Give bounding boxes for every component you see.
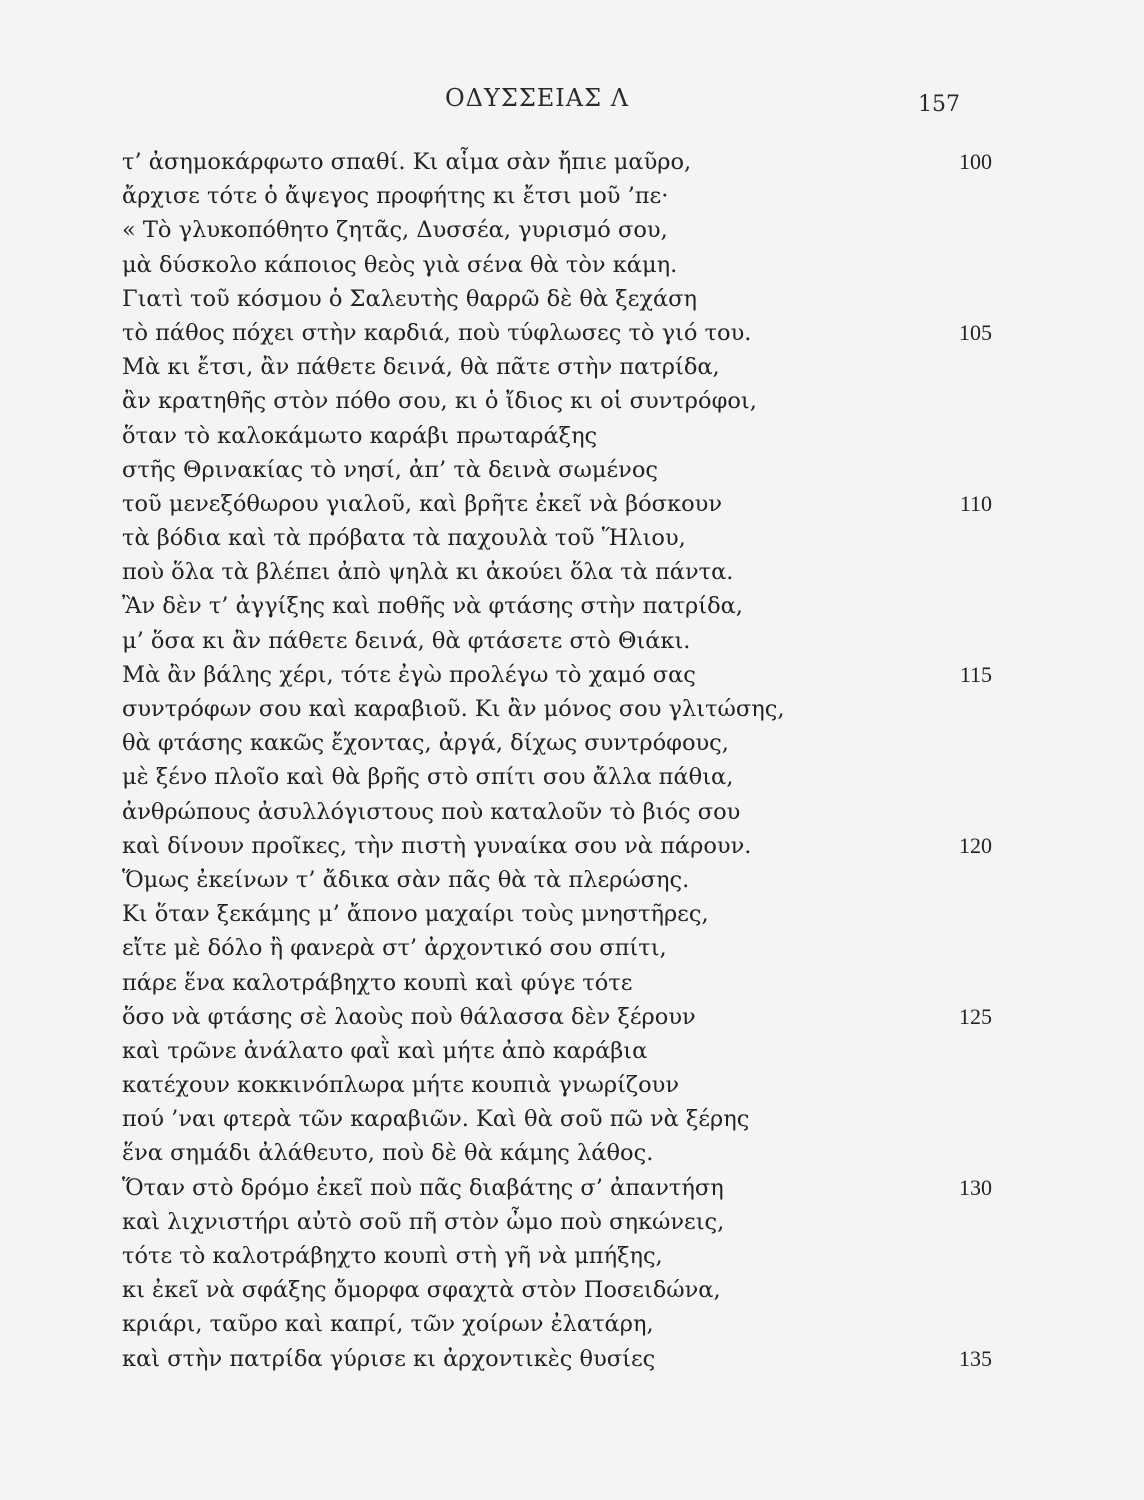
verse-line (122, 555, 992, 589)
verse-text: « Τὸ γλυκοπόθητο ζητᾶς, Δυσσέα, γυρισμό σου, (122, 217, 668, 244)
verse-line (122, 624, 992, 658)
verse-text: συντρόφων σου καὶ καραβιοῦ. Κι ἂν μόνος σου γλιτώσης, (122, 696, 785, 722)
verse-line (122, 966, 992, 1000)
verse-line (122, 1342, 992, 1376)
verse-text: καὶ λιχνιστήρι αὐτὸ σοῦ πῆ στὸν ὦμο ποὺ σηκώνεις, (122, 1208, 725, 1235)
verse-text: ἕνα σημάδι ἀλάθευτο, ποὺ δὲ θὰ κάμης λάθος. (122, 1140, 654, 1167)
verse-text: καὶ δίνουν προῖκες, τὴν πιστὴ γυναίκα σου νὰ πάρουν. (122, 832, 752, 859)
verse-line (122, 692, 992, 726)
verse-line (122, 1307, 992, 1341)
verse-line (122, 1171, 992, 1205)
verse-text: ἄρχισε τότε ὁ ἄψεγος προφήτης κι ἔτσι μοῦ ’πε· (122, 183, 669, 210)
verse-text: κατέχουν κοκκινόπλωρα μήτε κουπιὰ γνωρίζουν (122, 1072, 680, 1099)
line-number: 120 (959, 832, 992, 858)
verse-line (122, 384, 992, 418)
verse-line (122, 213, 992, 247)
verse-line (122, 453, 992, 487)
verse-text: τὰ βόδια καὶ τὰ πρόβατα τὰ παχουλὰ τοῦ Ἥλιου, (122, 525, 686, 552)
verse-line (122, 1034, 992, 1068)
verse-text: Κι ὅταν ξεκάμης μ’ ἄπονο μαχαίρι τοὺς μνηστῆρες, (122, 901, 709, 928)
verse-text: θὰ φτάσης κακῶς ἔχοντας, ἀργά, δίχως συντρόφους, (122, 730, 729, 757)
verse-line (122, 829, 992, 863)
verse-text: Ὅμως ἐκείνων τ’ ἄδικα σὰν πᾶς θὰ τὰ πλερώσης. (122, 866, 690, 893)
verse-text: ὅσο νὰ φτάσης σὲ λαοὺς ποὺ θάλασσα δὲν ξέρουν (122, 1003, 696, 1030)
verse-block (122, 145, 992, 1376)
verse-text: μὰ δύσκολο κάποιος θεὸς γιὰ σένα θὰ τὸν κάμη. (122, 251, 678, 278)
verse-text: Γιατὶ τοῦ κόσμου ὁ Σαλευτὴς θαρρῶ δὲ θὰ ξεχάση (122, 285, 697, 312)
verse-text: ἀνθρώπους ἀσυλλόγιστους ποὺ καταλοῦν τὸ βιός σου (122, 798, 741, 825)
verse-line (122, 521, 992, 555)
verse-line (122, 931, 992, 965)
line-number: 125 (959, 1003, 992, 1029)
verse-text: στῆς Θρινακίας τὸ νησί, ἀπ’ τὰ δεινὰ σωμένος (122, 456, 658, 483)
verse-line (122, 419, 992, 453)
verse-text: τότε τὸ καλοτράβηχτο κουπὶ στὴ γῆ νὰ μπήξης, (122, 1243, 663, 1269)
verse-text: κριάρι, ταῦρο καὶ καπρί, τῶν χοίρων ἐλατάρη, (122, 1311, 654, 1338)
verse-text: Μὰ κι ἔτσι, ἂν πάθετε δεινά, θὰ πᾶτε στὴν πατρίδα, (122, 354, 720, 381)
verse-line (122, 1102, 992, 1136)
verse-text: τ’ ἀσημοκάρφωτο σπαθί. Κι αἷμα σὰν ἤπιε μαῦρο, (122, 149, 692, 175)
verse-line (122, 658, 992, 692)
verse-line (122, 282, 992, 316)
verse-text: Ὅταν στὸ δρόμο ἐκεῖ ποὺ πᾶς διαβάτης σ’ ἀπαντήση (122, 1174, 724, 1201)
verse-line (122, 1239, 992, 1273)
verse-line (122, 795, 992, 829)
verse-line (122, 1000, 992, 1034)
line-number: 130 (959, 1174, 992, 1200)
verse-text: μὲ ξένο πλοῖο καὶ θὰ βρῆς στὸ σπίτι σου ἄλλα πάθια, (122, 764, 734, 791)
line-number: 105 (959, 319, 992, 345)
verse-text: ποὺ ὅλα τὰ βλέπει ἀπὸ ψηλὰ κι ἀκούει ὅλα τὰ πάντα. (122, 559, 734, 586)
verse-line (122, 1068, 992, 1102)
verse-text: κι ἐκεῖ νὰ σφάξης ὄμορφα σφαχτὰ στὸν Ποσειδώνα, (122, 1277, 721, 1304)
verse-line (122, 1136, 992, 1170)
verse-line (122, 1205, 992, 1239)
verse-text: Ἂν δὲν τ’ ἀγγίξης καὶ ποθῆς νὰ φτάσης στὴν πατρίδα, (122, 593, 743, 620)
verse-line (122, 487, 992, 521)
verse-line (122, 897, 992, 931)
running-header (0, 84, 1144, 120)
verse-text: πού ’ναι φτερὰ τῶν καραβιῶν. Καὶ θὰ σοῦ πῶ νὰ ξέρης (122, 1106, 750, 1133)
verse-text: τὸ πάθος πόχει στὴν καρδιά, ποὺ τύφλωσες τὸ γιό του. (122, 319, 752, 346)
verse-line (122, 1273, 992, 1307)
verse-line (122, 145, 992, 179)
verse-line (122, 316, 992, 350)
verse-text: Μὰ ἂν βάλης χέρι, τότε ἐγὼ προλέγω τὸ χαμό σας (122, 661, 696, 688)
verse-text: καὶ στὴν πατρίδα γύρισε κι ἀρχοντικὲς θυσίες (122, 1345, 656, 1372)
line-number: 100 (959, 149, 992, 174)
page-number: 157 (918, 92, 960, 117)
verse-text: ὅταν τὸ καλοκάμωτο καράβι πρωταράξης (122, 422, 598, 449)
verse-line (122, 350, 992, 384)
line-number: 135 (959, 1345, 992, 1371)
verse-line (122, 589, 992, 623)
verse-text: καὶ τρῶνε ἀνάλατο φαῒ καὶ μήτε ἀπὸ καράβια (122, 1037, 648, 1064)
verse-line (122, 179, 992, 213)
running-title: ΟΔΥΣΣΕΙΑΣ Λ (445, 84, 630, 112)
verse-line (122, 863, 992, 897)
verse-text: ἂν κρατηθῆς στὸν πόθο σου, κι ὁ ἴδιος κι οἱ συντρόφοι, (122, 388, 757, 415)
verse-text: τοῦ μενεξόθωρου γιαλοῦ, καὶ βρῆτε ἐκεῖ νὰ βόσκουν (122, 490, 722, 517)
line-number: 110 (959, 490, 992, 516)
verse-text: μ’ ὅσα κι ἂν πάθετε δεινά, θὰ φτάσετε στὸ Θιάκι. (122, 627, 691, 654)
line-number: 115 (959, 661, 992, 687)
verse-line (122, 726, 992, 760)
verse-line (122, 760, 992, 794)
verse-text: πάρε ἕνα καλοτράβηχτο κουπὶ καὶ φύγε τότε (122, 969, 633, 996)
verse-text: εἴτε μὲ δόλο ἢ φανερὰ στ’ ἀρχοντικό σου σπίτι, (122, 935, 667, 962)
verse-line (122, 248, 992, 282)
